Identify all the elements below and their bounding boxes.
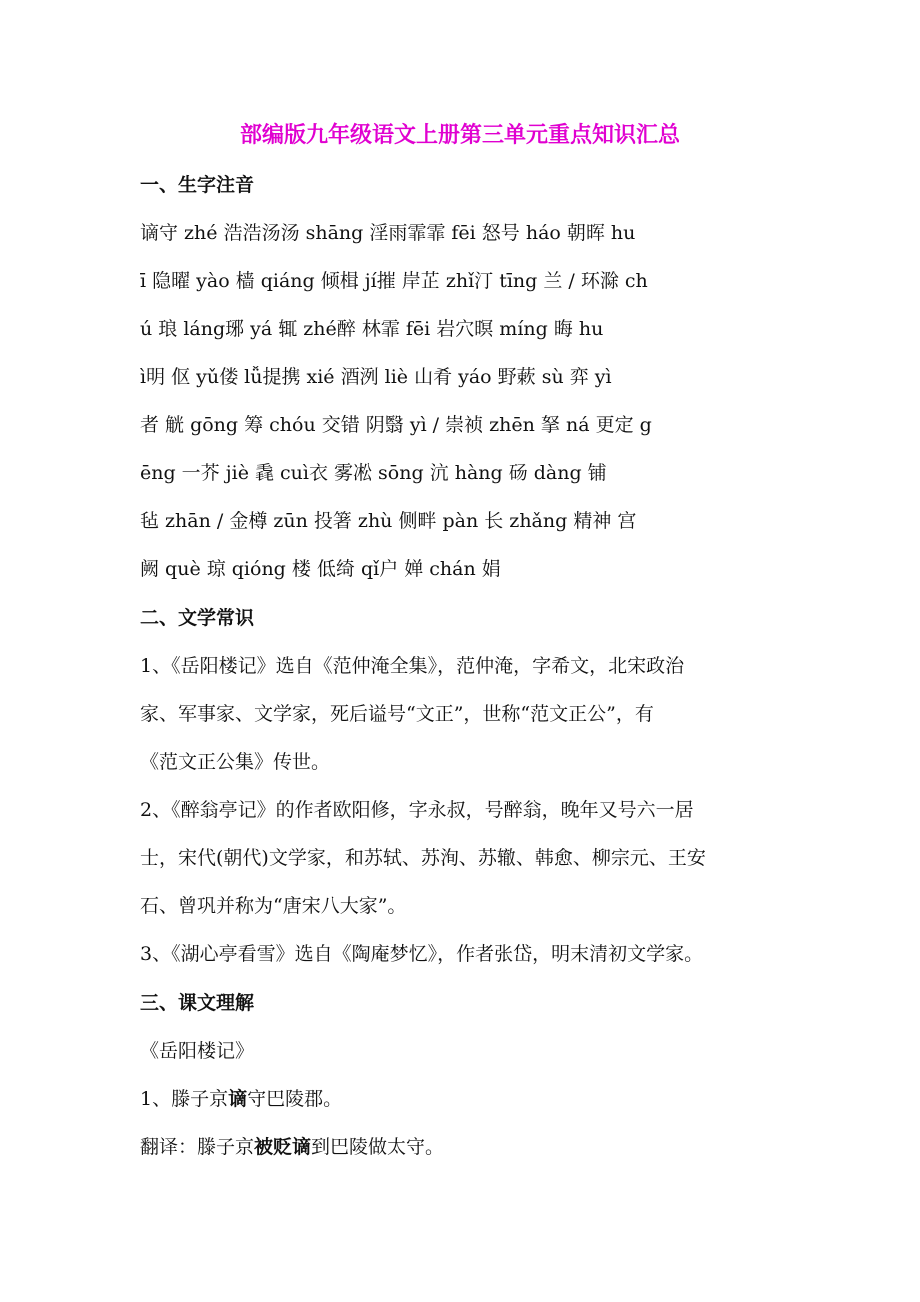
pinyin-line: 毡 zhān / 金樽 zūn 投箸 zhù 侧畔 pàn 长 zhǎng 精神 宫 [140,510,637,532]
section-heading-pinyin: 一、生字注音 [140,174,255,196]
pinyin-line: ēng 一芥 jiè 毳 cuì衣 雾凇 sōng 沆 hàng 砀 dàng 铺 [140,462,607,484]
pinyin-line: ī 隐曜 yào 樯 qiáng 倾楫 jí摧 岸芷 zhǐ汀 tīng 兰 / 环滁 ch [140,270,648,292]
pinyin-line: ì明 伛 yǔ偻 lǚ提携 xié 酒洌 liè 山肴 yáo 野蔌 sù 弈 yì [140,366,612,388]
literature-line: 石、曾巩并称为“唐宋八大家”。 [140,895,407,917]
literature-line: 3、《湖心亭看雪》选自《陶庵梦忆》，作者张岱，明末清初文学家。 [140,943,704,965]
section-heading-literature: 二、文学常识 [140,607,255,629]
pinyin-line: ú 琅 láng琊 yá 辄 zhé醉 林霏 fēi 岩穴暝 míng 晦 hu [140,318,604,340]
pinyin-line: 者 觥 gōng 筹 chóu 交错 阴翳 yì / 崇祯 zhēn 拏 ná 更定 g [140,414,652,436]
literature-line: 2、《醉翁亭记》的作者欧阳修，字永叔，号醉翁，晚年又号六一居 [140,799,694,821]
pinyin-line: 阙 què 琼 qióng 楼 低绮 qǐ户 婵 chán 娟 [140,558,501,580]
sentence-emphasis: 谪 [228,1088,248,1110]
text-subtitle: 《岳阳楼记》 [140,1040,255,1062]
translation-emphasis: 被贬谪 [254,1136,312,1158]
translation-post: 到巴陵做太守。 [311,1136,445,1158]
literature-line: 士，宋代(朝代)文学家，和苏轼、苏洵、苏辙、韩愈、柳宗元、王安 [140,847,706,869]
literature-line: 1、《岳阳楼记》选自《范仲淹全集》，范仲淹，字希文，北宋政治 [140,655,685,677]
literature-line: 《范文正公集》传世。 [140,751,331,773]
document-title: 部编版九年级语文上册第三单元重点知识汇总 [239,123,680,148]
sentence-post: 守巴陵郡。 [247,1088,343,1110]
translation-pre: 翻译：滕子京 [140,1136,255,1158]
literature-line: 家、军事家、文学家，死后谥号“文正”，世称“范文正公”，有 [140,703,654,725]
sentence-line [140,1075,790,1123]
pinyin-line: 谪守 zhé 浩浩汤汤 shāng 淫雨霏霏 fēi 怒号 háo 朝晖 hu [140,222,636,244]
section-heading-understanding: 三、课文理解 [140,992,255,1014]
translation-line [140,1123,790,1171]
sentence-pre: 1、滕子京 [140,1088,229,1110]
